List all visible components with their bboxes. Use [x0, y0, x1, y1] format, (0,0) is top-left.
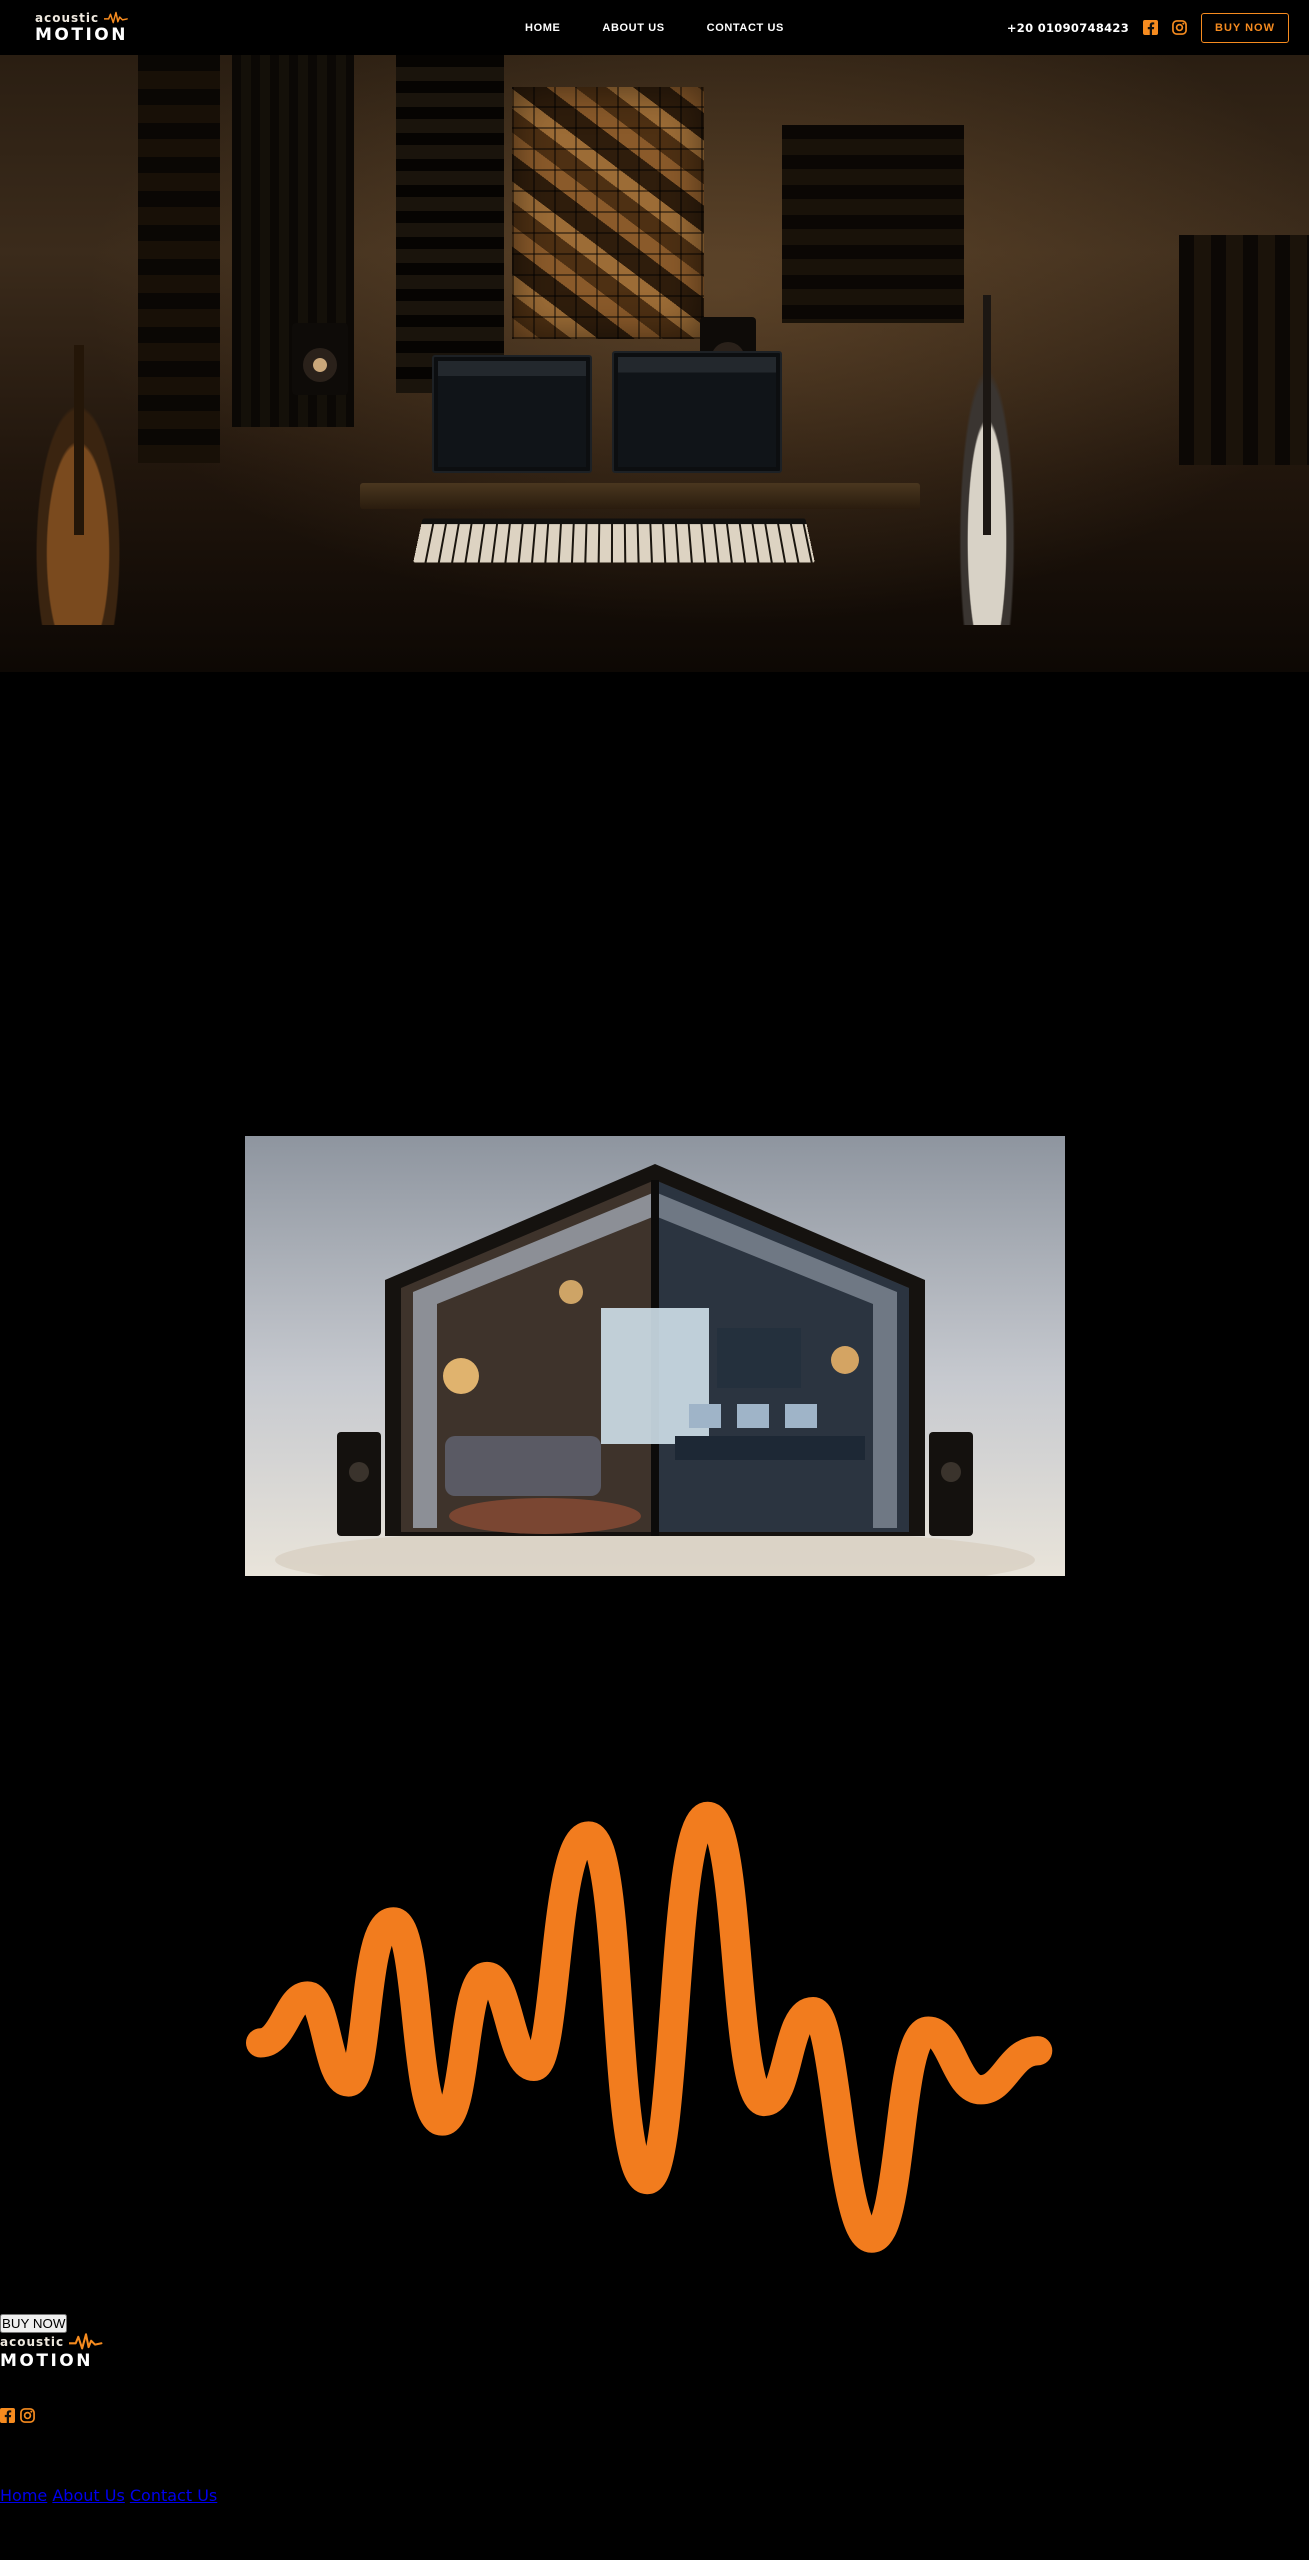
home-acoustic-image: [245, 1136, 1065, 1580]
footer-left-column: [0, 2333, 1309, 2427]
instagram-icon[interactable]: [1172, 20, 1187, 35]
logo[interactable]: [35, 11, 128, 44]
bullet: - Sound treatment for classrooms, lecture halls, and libraries.: [244, 1755, 736, 1774]
feature-card-installation: [245, 975, 1065, 1032]
header-buy-now-button[interactable]: BUY NOW: [1201, 13, 1289, 43]
piano-keyboard: [413, 519, 815, 563]
cta-title: Browse Our Acoustic Solutions: [0, 2285, 415, 2314]
bullet: - Tailored sound treatment solutions for offices, conference rooms, and common areas.: [244, 1698, 941, 1717]
home-acoustic-title: Home Acoustic Analysis: [244, 1580, 496, 1601]
features-heading-line-2: Sound Perfected: [244, 700, 470, 728]
feature-title: Bespoke Sound Solutions: [244, 728, 447, 747]
acoustic-foam-panel-left: [138, 55, 220, 463]
services-heading: A SYMPHONY OF SERVICES: [0, 1089, 366, 1117]
facebook-icon[interactable]: [1143, 20, 1158, 35]
footer-contact-heading: Contact us: [0, 2427, 113, 2449]
logo-text-acoustic: acoustic: [35, 11, 100, 25]
facebook-icon[interactable]: [0, 2408, 15, 2423]
acoustic-panel-ridged: [396, 55, 504, 393]
feature-body: Our research team stays at the cutting edge, sourcing and implementing the most advanced materials that set new standards for sound insulation performance and aesthetic appeal.: [244, 937, 991, 975]
feature-card-analysis: [245, 804, 1065, 861]
corporate-acoustic-bullets: [245, 1698, 1065, 1793]
feature-card-aftercare: [245, 1032, 1065, 1089]
footer-address: 5077 Area, Mokattam Hills, El Mokattam, Cairo, Egypt: [0, 2448, 430, 2468]
nav-home[interactable]: HOME: [525, 21, 561, 34]
footer-tagline: [0, 2370, 1309, 2408]
services-subheading: Personalized sound solutions for every space, from homes to high-rises: [0, 1117, 572, 1136]
house-cutaway-illustration: [245, 1136, 1065, 1576]
home-acoustic-bullets: [245, 1601, 1065, 1677]
bullet: - DIY kits tailored to individual room acoustics and preferences.: [244, 1620, 753, 1639]
footer-link-contact-us[interactable]: Contact Us: [129, 2486, 218, 2506]
cta-buy-now-button[interactable]: BUY NOW: [2, 2316, 66, 2332]
footer-link-about-us[interactable]: About Us: [52, 2486, 125, 2506]
corporate-acoustic-title: Corporate Acoustic Design: [244, 1677, 525, 1698]
footer-tagline-line-2: treatment with different and unique designs: [0, 2389, 354, 2409]
soundwave-icon: [245, 1793, 1065, 2281]
home-acoustic-text: [245, 1580, 1065, 1677]
bullet: - Specialized solutions for hotels, restaurants, and spas.: [244, 1736, 693, 1755]
feature-title: Sustainable Practices: [244, 861, 416, 880]
feature-body: Leveraging the latest in sound analysis technology, we provide in-depth assessments to pinpoint your space's specific soundproofing needs, delivering targeted solutions that resonate with precision.: [244, 823, 1064, 861]
home-acoustic-row: [245, 1136, 1065, 1677]
footer-links: [0, 2486, 1309, 2505]
studio-desk: [360, 483, 920, 509]
footer-logo[interactable]: [0, 2333, 1309, 2370]
services-section: [0, 1089, 1309, 2285]
footer-right-column: [0, 2427, 1309, 2505]
waveform-icon: [69, 2333, 103, 2351]
soundwave-graphic: [245, 1793, 1065, 2285]
bullet: - Heavy-duty soundproofing options for factories and industrial settings.: [244, 1774, 823, 1793]
feature-body: Every space has its own acoustic identity. Our custom-designed soundproofing treatments are crafted to meet the unique demands of your environment, ensuring a perfect harmony between functionality and design.: [244, 747, 1062, 804]
feature-card-sustainable: [245, 861, 1065, 918]
site-footer: [0, 2333, 1309, 2505]
footer-logo-text-acoustic: acoustic: [0, 2335, 65, 2350]
features-heading-line-1: Silence Redesigned ,: [244, 672, 527, 700]
acoustic-guitar: [30, 385, 126, 625]
bullet: - Blending soundproofing solutions with decorative elements to enhance home aesthetics.: [244, 1658, 969, 1677]
drum-cymbal: [1090, 345, 1260, 371]
features-grid: [245, 728, 1065, 1089]
feature-card-materials: [245, 918, 1065, 975]
computer-monitor-right: [612, 351, 782, 473]
site-header: [0, 0, 1309, 55]
footer-logo-text-motion: MOTION: [0, 2351, 93, 2372]
feature-title: Expert Installation: [244, 975, 391, 994]
waveform-icon: [104, 11, 128, 25]
hero-section: [0, 55, 1309, 672]
bullet: - Personalized assessments to optimize sound quality in different rooms.: [244, 1601, 826, 1620]
logo-text-motion: MOTION: [35, 25, 128, 45]
footer-social: [0, 2408, 1309, 2427]
studio-monitor-speaker-left: [292, 323, 348, 395]
header-nav: [525, 22, 784, 34]
corporate-acoustic-text: [245, 1677, 1065, 1793]
header-phone: +20 01090748423: [1006, 20, 1130, 35]
feature-title: Advanced Acoustical Analysis: [244, 804, 482, 823]
feature-body: Our experienced technicians ensure flawless installation with minimal disruption, transforming your space into a serene sanctuary for focus and creativity.: [244, 994, 1045, 1032]
bullet: - Custom solutions for theaters, auditoriums, and event spaces.: [244, 1717, 755, 1736]
cta-banner: [0, 2285, 1309, 2333]
acoustic-foam-panel-right: [782, 125, 964, 323]
corporate-acoustic-row: [245, 1677, 1065, 2285]
computer-monitor-left: [432, 355, 592, 473]
hero-background-image: [0, 55, 1309, 672]
electric-guitar: [952, 325, 1022, 625]
feature-title: Innovative Materials: [244, 918, 408, 937]
feature-card-bespoke: [245, 728, 1065, 804]
nav-contact-us[interactable]: CONTACT US: [706, 21, 784, 34]
footer-tagline-line-1: We specialized in sound insulation and: [0, 2370, 311, 2390]
features-section: [0, 672, 1309, 1089]
header-right: [1007, 13, 1289, 43]
feature-body: At Acoustic Motion Company, sustainability is at the core of our operations. We offer eco-friendly sound insulation options that not only improve acoustics but also contribute to a greener planet.: [244, 880, 1021, 918]
feature-title: Aftercare Support: [244, 1032, 386, 1051]
wood-diffuser-panel: [512, 87, 704, 339]
instagram-icon[interactable]: [20, 2408, 35, 2423]
features-heading: [245, 672, 1065, 728]
nav-about-us[interactable]: ABOUT US: [602, 21, 665, 34]
footer-phone: +20 01090748423: [0, 2467, 151, 2487]
feature-body: We pride ourselves on outstanding aftercare support. From maintenance tips to follow-up consultations, we're here to ensure your acoustic solutions continue to perform at their best.: [244, 1051, 990, 1089]
bullet: - Online consultations for soundproofing advice and tips.: [244, 1639, 699, 1658]
footer-link-home[interactable]: Home: [0, 2486, 48, 2506]
